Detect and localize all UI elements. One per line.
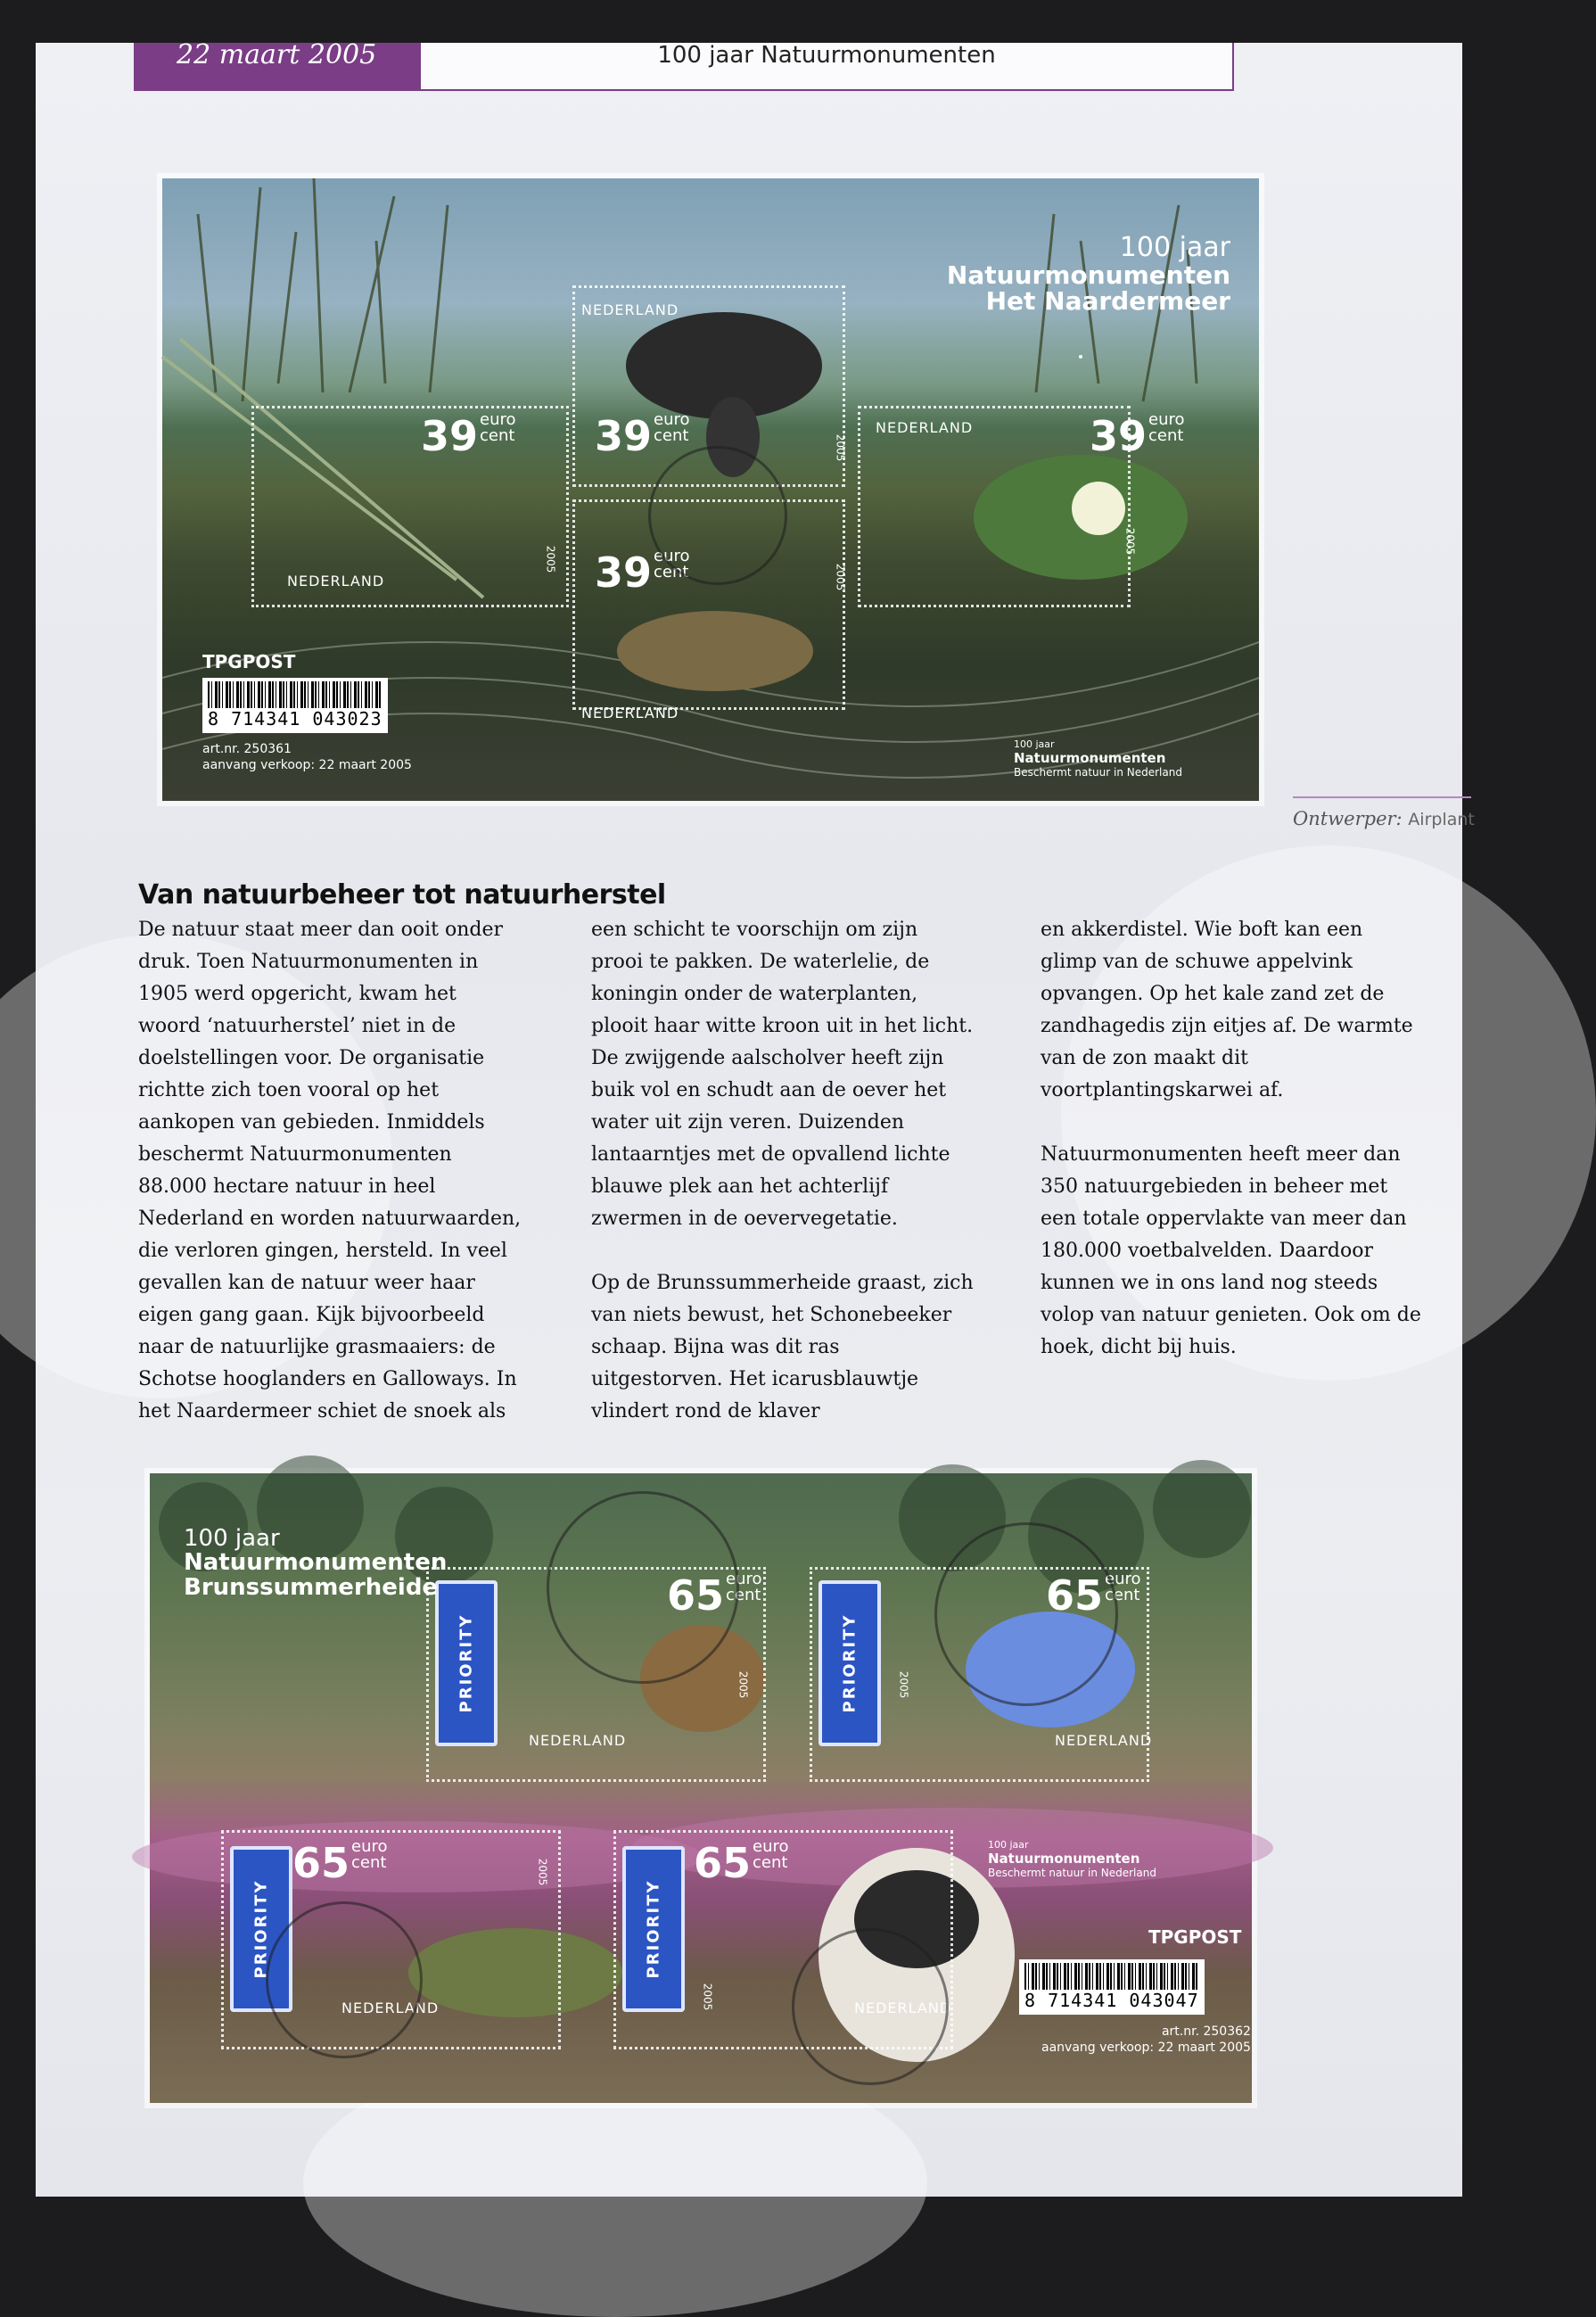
country-label: NEDERLAND [529, 1732, 627, 1749]
stamp-year: 2005 [736, 1670, 750, 1699]
stamp-year: 2005 [536, 1858, 549, 1886]
stamp-value: 65 euro cent [667, 1570, 762, 1620]
priority-label: PRIORITY [435, 1580, 498, 1746]
natuurmonumenten-logo: 100 jaar Natuurmonumenten Beschermt natuur in Nederland [1014, 738, 1182, 779]
article-column-3 [1041, 914, 1424, 1396]
stamp-year: 2005 [834, 563, 847, 591]
priority-label: PRIORITY [819, 1580, 881, 1746]
stamp-year: 2005 [897, 1670, 910, 1699]
stamp-value: 65 euro cent [292, 1837, 388, 1887]
page-title: 100 jaar Natuurmonumenten [657, 42, 996, 69]
article-number: art.nr. 250361 aanvang verkoop: 22 maart 2005 [202, 742, 412, 772]
country-label: NEDERLAND [341, 2000, 440, 2016]
credit-rule [1293, 796, 1471, 798]
paragraph: Op de Brunssummerheide graast, zich van niets bewust, het Schonebeeker schaap. Bijna was dit ras uitgestorven. Het icarusblauwtje vlindert rond de klaver [591, 1272, 974, 1422]
barcode: 8 714341 043047 [1019, 1959, 1205, 2015]
stamp-value: 39 euro cent [421, 410, 516, 460]
stamp-value: 39 euro cent [595, 410, 690, 460]
paragraph: De natuur staat meer dan ooit onder druk. Toen Natuurmonumenten in 1905 werd opgericht, kwam het woord ‘natuurherstel’ niet in de doelstellingen voor. De organisatie richtte zich toen vooral op het aankopen van gebieden. Inmiddels beschermt Natuurmonumenten 88.000 hectare natuur in heel Nederland en worden natuurwaarden, die verloren gingen, hersteld. In veel gevallen kan de natuur weer haar eigen gang gaan. Kijk bijvoorbeeld naar de natuurlijke grasmaaiers: de Schotse hooglanders en Galloways. In het Naardermeer schiet de snoek als [138, 919, 522, 1422]
postmark [547, 1491, 739, 1684]
barcode: 8 714341 043023 [202, 678, 388, 733]
stamp-value: 65 euro cent [1046, 1570, 1141, 1620]
article-number: art.nr. 250362 aanvang verkoop: 22 maart 2005 [1041, 2024, 1251, 2055]
priority-label: PRIORITY [622, 1846, 685, 2012]
country-label: NEDERLAND [287, 573, 385, 590]
tpgpost-logo: TPGPOST [202, 651, 296, 672]
postmark [648, 446, 787, 585]
barcode-bars [208, 681, 383, 708]
natuurmonumenten-logo: 100 jaar Natuurmonumenten Beschermt natuur in Nederland [988, 1839, 1156, 1879]
souvenir-sheet-brunssummerheide [150, 1473, 1252, 2103]
stamp-year: 2005 [834, 433, 847, 462]
souvenir-sheet-naardermeer [162, 178, 1259, 801]
country-label: NEDERLAND [876, 419, 974, 436]
paragraph: een schicht te voorschijn om zijn prooi te pakken. De waterlelie, de koningin onder de waterplanten, plooit haar witte kroon uit in het licht. De zwijgende aalscholver heeft zijn buik vol en schudt aan de oever het water uit zijn veren. Duizenden lantaarntjes met de opvallend lichte blauwe plek aan het achterlijf zwermen in de oevervegetatie. [591, 919, 974, 1230]
article-column-2 [591, 914, 975, 1460]
sheet-title: 100 jaar Natuurmonumenten Brunssummerheide [184, 1525, 448, 1601]
barcode-bars [1024, 1963, 1199, 1990]
paragraph: Natuurmonumenten heeft meer dan 350 natuurgebieden in beheer met een totale oppervlakte van meer dan 180.000 voetbalvelden. Daardoor kunnen we in ons land nog steeds volop van natuur genieten. Ook om de hoek, dicht bij huis. [1041, 1143, 1421, 1358]
stamp-year: 2005 [544, 545, 557, 573]
paragraph: en akkerdistel. Wie boft kan een glimp van de schuwe appelvink opvangen. Op het kale zand zet de zandhagedis zijn eitjes af. De warmte van de zon maakt dit voortplantingskarwei af. [1041, 919, 1413, 1101]
priority-label: PRIORITY [230, 1846, 292, 2012]
stamp-value: 39 euro cent [1090, 410, 1185, 460]
sheet-title: 100 jaar Natuurmonumenten Het Naardermeer [946, 232, 1230, 316]
article-column-1 [138, 914, 522, 1460]
designer-credit: Ontwerper: Airplant [1293, 808, 1475, 829]
country-label: NEDERLAND [1055, 1732, 1153, 1749]
album-page [36, 39, 1475, 2197]
country-label: NEDERLAND [854, 2000, 952, 2016]
stamp-year: 2005 [1123, 527, 1137, 556]
issue-date: 22 maart 2005 [136, 43, 421, 89]
postmark [934, 1522, 1118, 1706]
postmark [266, 1901, 423, 2058]
article-title: Van natuurbeheer tot natuurherstel [138, 879, 666, 911]
country-label: NEDERLAND [581, 705, 679, 721]
country-label: NEDERLAND [581, 301, 679, 318]
stamp-value: 65 euro cent [694, 1837, 789, 1887]
tpgpost-logo: TPGPOST [1148, 1926, 1242, 1948]
stamp-value: 39 euro cent [595, 547, 690, 597]
postmark [792, 1928, 952, 2085]
page-header [134, 39, 1234, 91]
stamp-year: 2005 [701, 1983, 714, 2011]
